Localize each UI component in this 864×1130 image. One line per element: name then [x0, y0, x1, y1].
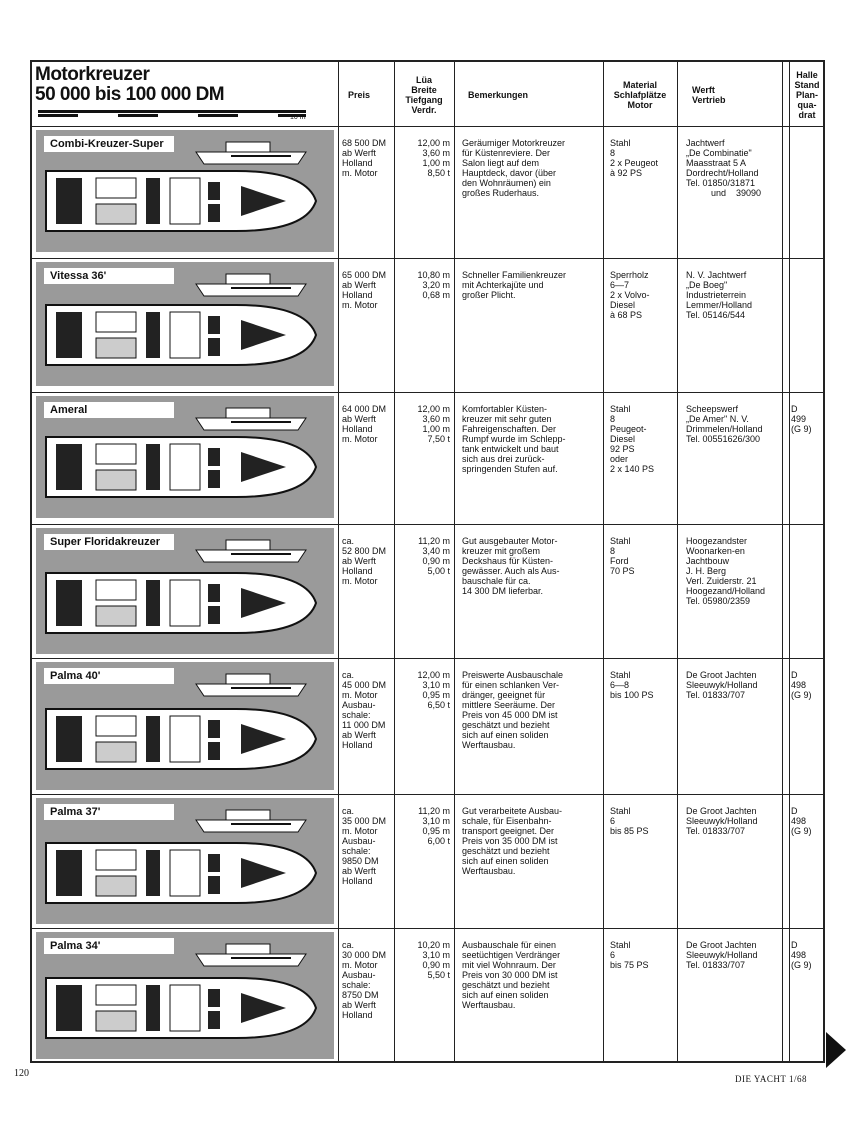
cell-bemerkungen: Schneller Familienkreuzer mit Achterkajüte und großer Plicht.: [462, 270, 567, 300]
boat-illustration: [36, 932, 334, 1059]
cell-preis: 64 000 DM ab Werft Holland m. Motor: [342, 404, 387, 444]
boat-illustration: [36, 130, 334, 252]
header-material: Material Schlafplätze Motor: [613, 80, 667, 110]
cell-material: Stahl 6—8 bis 100 PS: [610, 670, 654, 700]
cell-werft: De Groot Jachten Sleeuwyk/Holland Tel. 01833/707: [686, 670, 758, 700]
cell-werft: Hoogezandster Woonarken-en Jachtbouw J. H. Berg Verl. Zuiderstr. 21 Hoogezand/Holland Tel. 05980/2359: [686, 536, 766, 606]
boat-illustration: [36, 798, 334, 924]
header-bemerkungen: Bemerkungen: [468, 90, 529, 100]
scale-label: 10 m: [290, 114, 306, 121]
cell-lua: 11,20 m 3,10 m 0,95 m 6,00 t: [418, 806, 450, 846]
cell-bemerkungen: Ausbauschale für einen seetüchtigen Verdränger mit viel Wohnraum. Der Preis von 30 000 DM ist geschätzt und bezieht sich auf einen soliden Werftausbau.: [462, 940, 561, 1010]
cell-lua: 11,20 m 3,40 m 0,90 m 5,00 t: [418, 536, 450, 576]
cell-werft: De Groot Jachten Sleeuwyk/Holland Tel. 01833/707: [686, 940, 758, 970]
cell-material: Stahl 8 Ford 70 PS: [610, 536, 635, 576]
boat-name: Palma 34': [44, 938, 174, 954]
boat-illustration: [36, 396, 334, 518]
page-number: 120: [14, 1068, 29, 1079]
boat-name: Palma 40': [44, 668, 174, 684]
next-page-arrow-icon: [826, 1032, 846, 1068]
boat-drawing: [36, 130, 334, 252]
table-frame: [30, 60, 825, 1063]
cell-preis: 68 500 DM ab Werft Holland m. Motor: [342, 138, 387, 178]
cell-material: Stahl 8 2 x Peugeot à 92 PS: [610, 138, 659, 178]
page-title: Motorkreuzer: [35, 64, 150, 85]
page-subtitle: 50 000 bis 100 000 DM: [35, 84, 225, 105]
cell-bemerkungen: Gut ausgebauter Motor- kreuzer mit großem Deckshaus für Küsten- gewässer. Auch als Aus- bauschale für ca. 14 300 DM lieferbar.: [462, 536, 560, 596]
cell-lua: 10,20 m 3,10 m 0,90 m 5,50 t: [417, 940, 450, 980]
boat-drawing: [36, 396, 334, 518]
cell-material: Stahl 8 Peugeot- Diesel 92 PS oder 2 x 140 PS: [610, 404, 655, 474]
boat-name: Combi-Kreuzer-Super: [44, 136, 174, 152]
boat-name: Vitessa 36': [44, 268, 174, 284]
boat-drawing: [36, 932, 334, 1059]
boat-illustration: [36, 528, 334, 654]
boat-name: Palma 37': [44, 804, 174, 820]
cell-material: Stahl 6 bis 85 PS: [610, 806, 649, 836]
boat-name: Super Floridakreuzer: [44, 534, 174, 550]
boat-name: Ameral: [44, 402, 174, 418]
cell-preis: ca. 30 000 DM m. Motor Ausbau- schale: 8750 DM ab Werft Holland: [342, 940, 387, 1020]
cell-material: Sperrholz 6—7 2 x Volvo- Diesel à 68 PS: [610, 270, 650, 320]
header-halle: Halle Stand Plan- qua- drat: [794, 70, 820, 120]
cell-werft: De Groot Jachten Sleeuwyk/Holland Tel. 01833/707: [686, 806, 758, 836]
cell-lua: 12,00 m 3,60 m 1,00 m 8,50 t: [417, 138, 450, 178]
cell-bemerkungen: Preiswerte Ausbauschale für einen schlanken Ver- dränger, geeignet für mittlere Seeräume. Der Preis von 45 000 DM ist geschätzt und bezieht sich auf einen soliden Werftausbau.: [462, 670, 564, 750]
issue-label: DIE YACHT 1/68: [735, 1074, 807, 1084]
cell-material: Stahl 6 bis 75 PS: [610, 940, 649, 970]
cell-halle: D 498 (G 9): [791, 670, 812, 700]
cell-preis: 65 000 DM ab Werft Holland m. Motor: [342, 270, 387, 310]
cell-preis: ca. 52 800 DM ab Werft Holland m. Motor: [342, 536, 387, 586]
cell-werft: Scheepswerf „De Amer" N. V. Drimmelen/Holland Tel. 00551626/300: [686, 404, 763, 444]
cell-bemerkungen: Komfortabler Küsten- kreuzer mit sehr guten Fahreigenschaften. Der Rumpf wurde im Schlepp- tank entwickelt und baut sich aus drei zurück- springenden Stufen auf.: [462, 404, 566, 474]
boat-illustration: [36, 662, 334, 790]
header-werft: Werft Vertrieb: [692, 85, 726, 105]
cell-bemerkungen: Gut verarbeitete Ausbau- schale, für Eisenbahn- transport geeignet. Der Preis von 35 000 DM ist geschätzt und bezieht sich auf einen soliden Werftausbau.: [462, 806, 563, 876]
scale-bar: [38, 110, 306, 118]
boat-drawing: [36, 798, 334, 924]
cell-werft: N. V. Jachtwerf „De Boeg" Industrieterrein Lemmer/Holland Tel. 05146/544: [686, 270, 753, 320]
cell-halle: D 499 (G 9): [791, 404, 812, 434]
boat-drawing: [36, 262, 334, 386]
cell-lua: 10,80 m 3,20 m 0,68 m: [417, 270, 450, 300]
header-preis: Preis: [348, 90, 371, 100]
cell-werft: Jachtwerf „De Combinatie" Maasstraat 5 A Dordrecht/Holland Tel. 01850/31871 und 39090: [686, 138, 762, 198]
cell-preis: ca. 35 000 DM m. Motor Ausbau- schale: 9850 DM ab Werft Holland: [342, 806, 387, 886]
boat-drawing: [36, 528, 334, 654]
cell-bemerkungen: Geräumiger Motorkreuzer für Küstenreviere. Der Salon liegt auf dem Hauptdeck, davor (über den Wohnräumen) ein großes Ruderhaus.: [462, 138, 566, 198]
cell-lua: 12,00 m 3,60 m 1,00 m 7,50 t: [417, 404, 450, 444]
cell-lua: 12,00 m 3,10 m 0,95 m 6,50 t: [417, 670, 450, 710]
boat-drawing: [36, 662, 334, 790]
cell-preis: ca. 45 000 DM m. Motor Ausbau- schale: 11 000 DM ab Werft Holland: [342, 670, 387, 750]
cell-halle: D 498 (G 9): [791, 806, 812, 836]
cell-halle: D 498 (G 9): [791, 940, 812, 970]
header-lua: Lüa Breite Tiefgang Verdr.: [405, 75, 443, 115]
boat-illustration: [36, 262, 334, 386]
